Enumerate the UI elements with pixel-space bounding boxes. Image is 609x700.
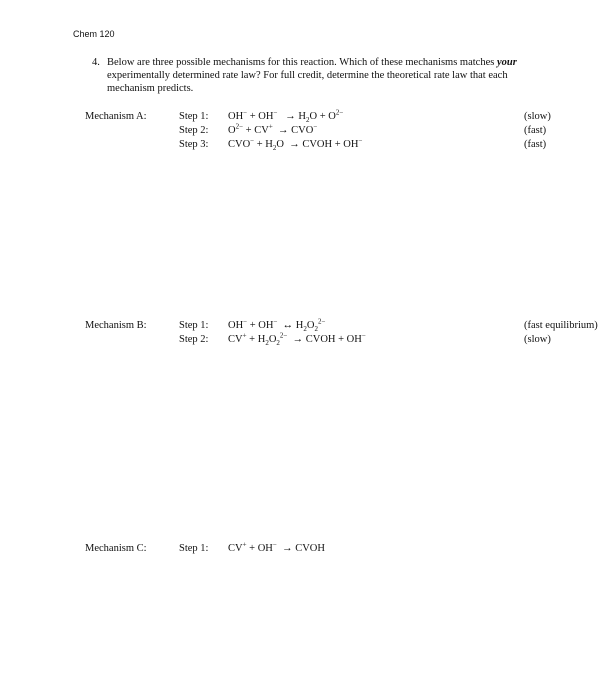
question-4 bbox=[92, 56, 522, 95]
mechanism-label: Mechanism B: bbox=[85, 320, 147, 331]
step-rate-note: (fast) bbox=[524, 125, 547, 136]
step-label: Step 1: bbox=[179, 320, 209, 331]
question-text bbox=[107, 56, 522, 95]
reaction-equation: $CVO^- + H_2O$ → CVOH + OH− bbox=[228, 136, 363, 153]
step-label: Step 2: bbox=[179, 125, 209, 136]
mechanism-label: Mechanism C: bbox=[85, 543, 147, 554]
step-rate-note: (fast equilibrium) bbox=[524, 320, 598, 331]
reaction-equation: $OH^- + OH^- \to H_2O + O^{2-}$ bbox=[228, 108, 344, 125]
reaction-equation: $CV^+ + H_2O_2^{2-}$ → CVOH + OH− bbox=[228, 331, 366, 348]
reaction-equation: OH− + OH− ↔ $H_2O_2^{2-}$ bbox=[228, 317, 326, 334]
question-text-before: Below are three possible mechanisms for this reaction. Which of these mechanisms matches bbox=[107, 57, 497, 68]
reaction-equation: CV+ + OH− → CVOH bbox=[228, 540, 325, 554]
question-emphasis: your bbox=[496, 57, 517, 68]
question-text-after: experimentally determined rate law? For full credit, determine the theoretical rate law that each mechanism predicts. bbox=[107, 70, 508, 94]
reaction-equation: $O^{2-} + CV^+ \to CVO^-$ bbox=[228, 122, 318, 136]
course-header: Chem 120 bbox=[73, 29, 115, 39]
step-label: Step 3: bbox=[179, 139, 209, 150]
step-label: Step 1: bbox=[179, 111, 209, 122]
step-label: Step 2: bbox=[179, 334, 209, 345]
step-rate-note: (slow) bbox=[524, 111, 551, 122]
step-label: Step 1: bbox=[179, 543, 209, 554]
step-rate-note: (fast) bbox=[524, 139, 547, 150]
question-number: 4. bbox=[92, 57, 100, 68]
mechanism-label: Mechanism A: bbox=[85, 111, 147, 122]
step-rate-note: (slow) bbox=[524, 334, 551, 345]
